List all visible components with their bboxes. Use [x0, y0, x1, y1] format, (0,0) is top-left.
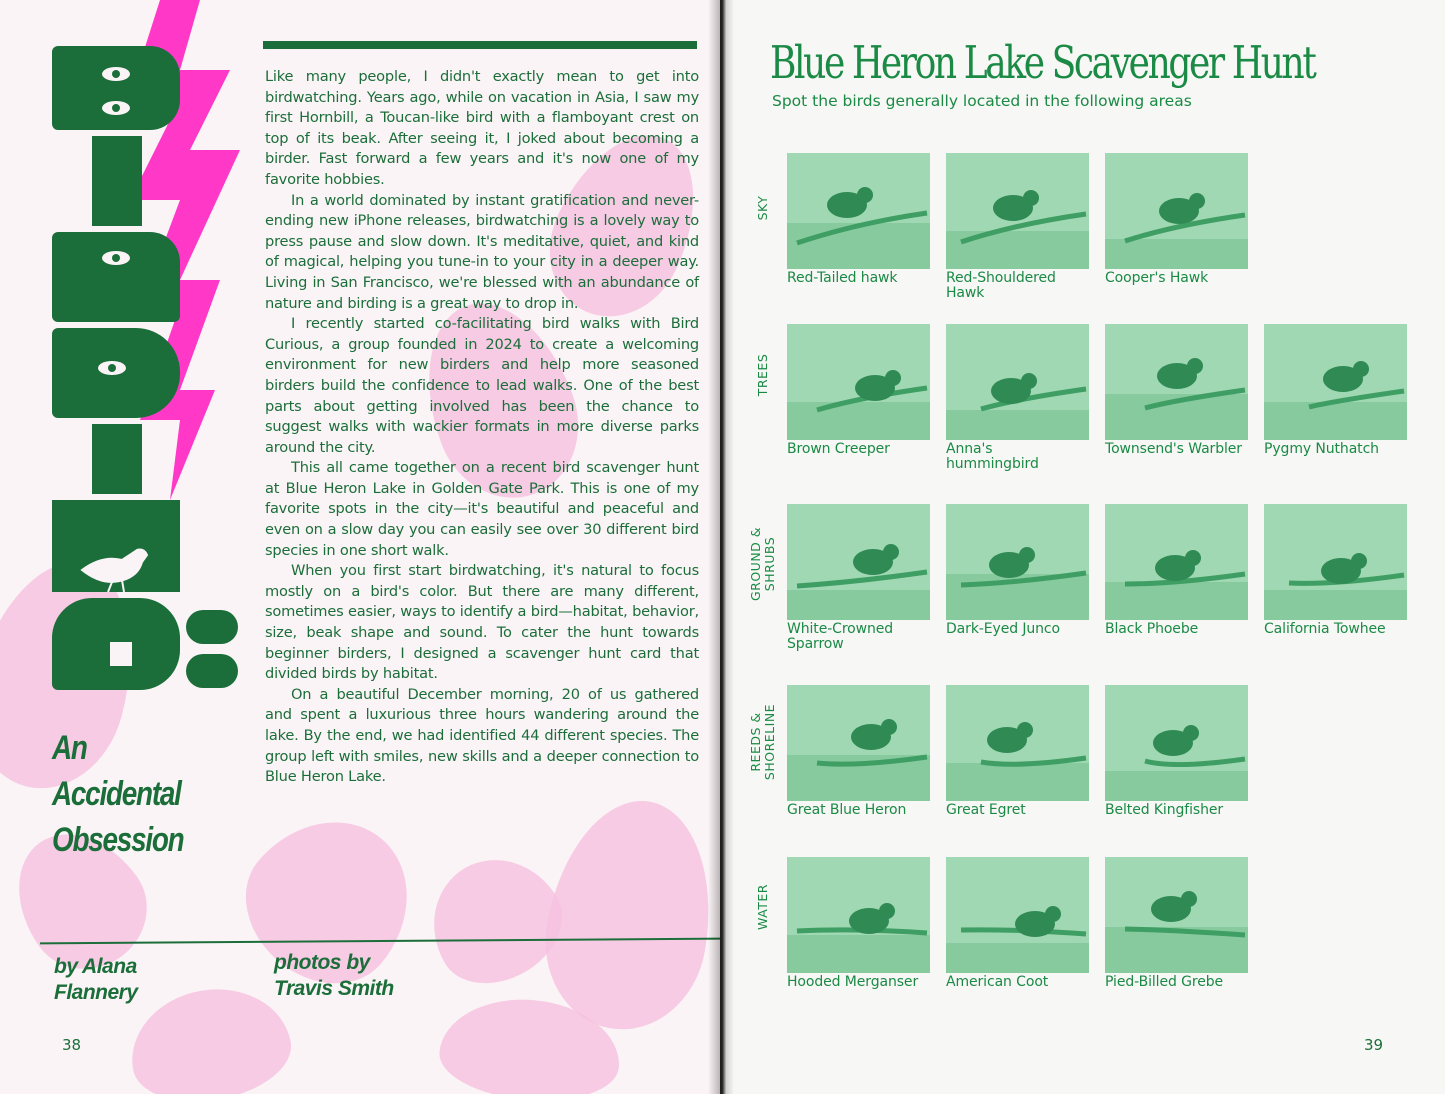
hummingbird-perched-icon [946, 324, 1089, 440]
bird-name: Cooper's Hawk [1105, 270, 1209, 286]
bird-name: Pied-Billed Grebe [1105, 974, 1224, 990]
nuthatch-on-trunk-icon [1264, 324, 1407, 440]
title-letter [52, 500, 180, 592]
hawk-on-branch-icon [1105, 153, 1248, 269]
bird-name: Red-Shouldered Hawk [946, 270, 1056, 301]
byline-line: Flannery [54, 981, 138, 1004]
grebes-on-water-icon [1105, 857, 1248, 973]
bird-name: California Towhee [1264, 621, 1386, 637]
eye-icon [52, 328, 180, 418]
heron-wading-icon [787, 685, 930, 801]
article-body [265, 67, 699, 788]
bird-card [1105, 324, 1248, 457]
bird-name: Black Phoebe [1105, 621, 1199, 637]
egret-standing-icon [946, 685, 1089, 801]
article-paragraph: Like many people, I didn't exactly mean to get into birdwatching. Years ago, while on vacation in Asia, I saw my first Hornbill, a Toucan-like bird with a flamboyant crest on top of its beak. After seeing it, I joked about becoming a birder. Fast forward a few years and it's now one of my favorite hobbies. [265, 68, 699, 188]
bird-card [787, 324, 930, 457]
article-top-rule [263, 41, 697, 49]
towhee-on-ground-icon [1264, 504, 1407, 620]
habitat-label: SKY [755, 195, 770, 221]
sparrow-on-ground-icon [787, 504, 930, 620]
junco-on-log-icon [946, 504, 1089, 620]
page-number: 39 [1364, 1036, 1384, 1054]
bird-photo [1105, 153, 1248, 269]
byline [54, 954, 138, 1006]
bird-card [946, 685, 1089, 818]
bird-card [1264, 504, 1407, 637]
bird-name: Anna's hummingbird [946, 441, 1039, 472]
bird-name: Dark-Eyed Junco [946, 621, 1060, 637]
right-page [722, 0, 1445, 1094]
title-letter [92, 424, 142, 494]
merganser-swimming-icon [787, 857, 930, 973]
photo-credit-line: photos by [274, 951, 370, 974]
bird-photo [787, 324, 930, 440]
eye-icon [52, 46, 180, 130]
subtitle-line: An [52, 729, 87, 767]
bird-silhouette-icon [52, 500, 180, 592]
subtitle-line: Accidental [52, 775, 181, 813]
bird-name: Great Blue Heron [787, 802, 907, 818]
title-colon [186, 610, 244, 690]
bird-card [787, 504, 930, 652]
bird-card [1105, 857, 1248, 990]
article-paragraph: This all came together on a recent bird scavenger hunt at Blue Heron Lake in Golden Gate Park. This is one of my favorite spots in the city—it's beautiful and peaceful and even on a slow day you can easily see over 30 different bird species in one short walk. [265, 459, 699, 559]
bird-card [946, 504, 1089, 637]
bird-photo [946, 504, 1089, 620]
bird-name: White-Crowned Sparrow [787, 621, 894, 652]
bird-photo [787, 857, 930, 973]
title-letter [92, 136, 142, 226]
bird-name: Belted Kingfisher [1105, 802, 1224, 818]
page-title: Blue Heron Lake Scavenger Hunt [770, 36, 1315, 89]
article-paragraph: On a beautiful December morning, 20 of us gathered and spent a luxurious three hours wandering around the lake. By the end, we had identified 44 different species. The group left with smiles, new skills and a deeper connection to Blue Heron Lake. [265, 685, 699, 786]
bird-photo [946, 324, 1089, 440]
bird-name: American Coot [946, 974, 1049, 990]
article-paragraph: I recently started co-facilitating bird walks with Bird Curious, a group founded in 2024 to create a welcoming environment for new birders and help more seasoned birders build the confidence to lead walks. One of the best parts about getting involved has been the chance to suggest walks with wackier formats in more diverse parks around the city. [265, 315, 699, 456]
subtitle-line: Obsession [52, 821, 184, 859]
bird-photo [1105, 504, 1248, 620]
article-paragraph: When you first start birdwatching, it's natural to focus mostly on a bird's color. But there are many different, sometimes easier, ways to identify a bird—habitat, behavior, size, beak shape and sound. To cater the hunt towards beginner birders, I designed a scavenger hunt card that divided birds by habitat. [265, 562, 699, 683]
leaf-decoration [122, 977, 299, 1094]
bird-card [787, 857, 930, 990]
bird-photo [946, 857, 1089, 973]
hawk-perched-on-sign-icon [787, 153, 930, 269]
coot-swimming-icon [946, 857, 1089, 973]
bird-photo [1264, 324, 1407, 440]
phoebe-on-twig-icon [1105, 504, 1248, 620]
bird-card [946, 324, 1089, 472]
warbler-on-branch-icon [1105, 324, 1248, 440]
bird-card [946, 153, 1089, 301]
bird-name: Brown Creeper [787, 441, 890, 457]
bird-photo [946, 153, 1089, 269]
letter-cutout [52, 598, 180, 690]
left-page [0, 0, 720, 1094]
bird-name: Great Egret [946, 802, 1026, 818]
bird-name: Pygmy Nuthatch [1264, 441, 1379, 457]
bird-photo [1264, 504, 1407, 620]
title-letter [52, 232, 180, 322]
habitat-label: WATER [755, 884, 770, 930]
bird-name: Red-Tailed hawk [787, 270, 898, 286]
hawk-in-tree-icon [946, 153, 1089, 269]
title-letter [52, 328, 180, 418]
habitat-label: TREES [755, 353, 770, 397]
bird-name: Hooded Merganser [787, 974, 919, 990]
book-spine [708, 0, 734, 1094]
bird-card [1105, 153, 1248, 286]
title-letter [52, 598, 180, 690]
title-letter [52, 46, 180, 130]
bird-photo [787, 504, 930, 620]
bird-card [1264, 324, 1407, 457]
photo-credit-line: Travis Smith [274, 977, 394, 1000]
bird-card [787, 685, 930, 818]
habitat-label: GROUND & SHRUBS [748, 526, 777, 602]
bird-photo [787, 153, 930, 269]
subtitle [52, 725, 183, 863]
article-paragraph: In a world dominated by instant gratification and never-ending new iPhone releases, birdwatching is a lovely way to press pause and slow down. It's meditative, quiet, and kind of magical, helping you tune-in to your city in a deeper way. Living in San Francisco, we're blessed with an abundance of nature and birding is a great way to drop in. [265, 191, 699, 312]
bird-name: Townsend's Warbler [1105, 441, 1242, 457]
bird-card [1105, 504, 1248, 637]
bird-card [1105, 685, 1248, 818]
byline-line: by Alana [54, 955, 137, 978]
bird-photo [787, 685, 930, 801]
bird-card [946, 857, 1089, 990]
kingfisher-on-branch-icon [1105, 685, 1248, 801]
bird-photo [946, 685, 1089, 801]
page-subtitle: Spot the birds generally located in the following areas [772, 92, 1192, 110]
photo-credit [274, 950, 394, 1002]
bird-photo [1105, 685, 1248, 801]
habitat-label: REEDS & SHORELINE [748, 703, 777, 781]
bird-photo [1105, 857, 1248, 973]
bird-card [787, 153, 930, 286]
bird-photo [1105, 324, 1248, 440]
creeper-on-bark-icon [787, 324, 930, 440]
page-number: 38 [62, 1036, 82, 1054]
eye-icon [52, 232, 180, 322]
